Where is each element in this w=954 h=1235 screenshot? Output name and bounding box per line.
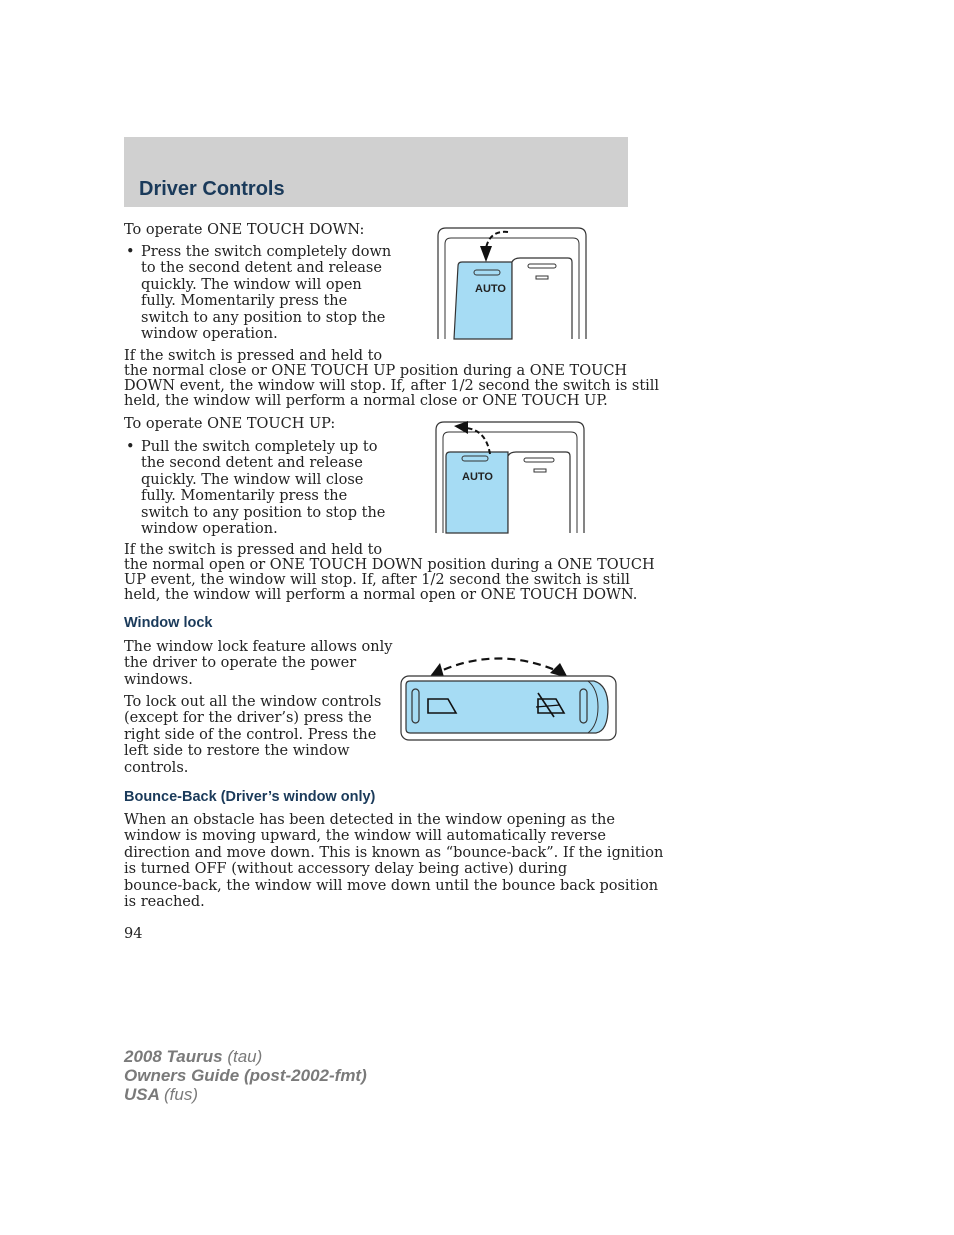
- bounce-back-heading: Bounce-Back (Driver’s window only): [124, 789, 376, 805]
- window-lock-heading: Window lock: [124, 615, 213, 631]
- one-touch-up-switch-figure: [434, 420, 586, 534]
- section-title: Driver Controls: [139, 178, 285, 200]
- page-number: 94: [124, 926, 143, 942]
- bounce-back-paragraph: When an obstacle has been detected in the window opening as the window is moving upward, the window will automatically reverse direction and move down. This is known as “bounce-back”. If the ignition is turned OFF (without accessory delay being active) during bounce-back, the window will move down until the bounce back position is reached.: [124, 812, 664, 911]
- one-touch-up-intro: To operate ONE TOUCH UP:: [124, 416, 336, 432]
- one-touch-up-paragraph: If the switch is pressed and held to the normal open or ONE TOUCH DOWN position during a ONE TOUCH UP event, the window will stop. If, after 1/2 second the switch is still held, the window will perform a normal open or ONE TOUCH DOWN.: [124, 542, 655, 603]
- bullet-dot: •: [126, 439, 135, 455]
- one-touch-down-intro: To operate ONE TOUCH DOWN:: [124, 222, 365, 238]
- one-touch-down-paragraph: If the switch is pressed and held to the normal close or ONE TOUCH UP position during a ONE TOUCH DOWN event, the window will stop. If, after 1/2 second the switch is still held, the window will perform a normal close or ONE TOUCH UP.: [124, 348, 660, 409]
- section-header: [124, 137, 628, 207]
- window-lock-switch-figure: [398, 645, 620, 743]
- one-touch-up-bullet: Pull the switch completely up to the second detent and release quickly. The window will close fully. Momentarily press the switch to any position to stop the window operation.: [141, 439, 386, 538]
- one-touch-down-bullet: Press the switch completely down to the second detent and release quickly. The window will open fully. Momentarily press the switch to any position to stop the window operation.: [141, 244, 392, 343]
- one-touch-down-switch-figure: [436, 226, 588, 340]
- bullet-dot: •: [126, 244, 135, 260]
- auto-label: AUTO: [475, 283, 506, 295]
- window-lock-paragraph-1: The window lock feature allows only the driver to operate the power windows.: [124, 639, 393, 688]
- auto-label: AUTO: [462, 471, 493, 483]
- document-footer: 2008 Taurus (tau) Owners Guide (post-2002-fmt) USA (fus): [124, 1047, 367, 1104]
- window-lock-paragraph-2: To lock out all the window controls (except for the driver’s) press the right side of the control. Press the left side to restore the window controls.: [124, 694, 382, 776]
